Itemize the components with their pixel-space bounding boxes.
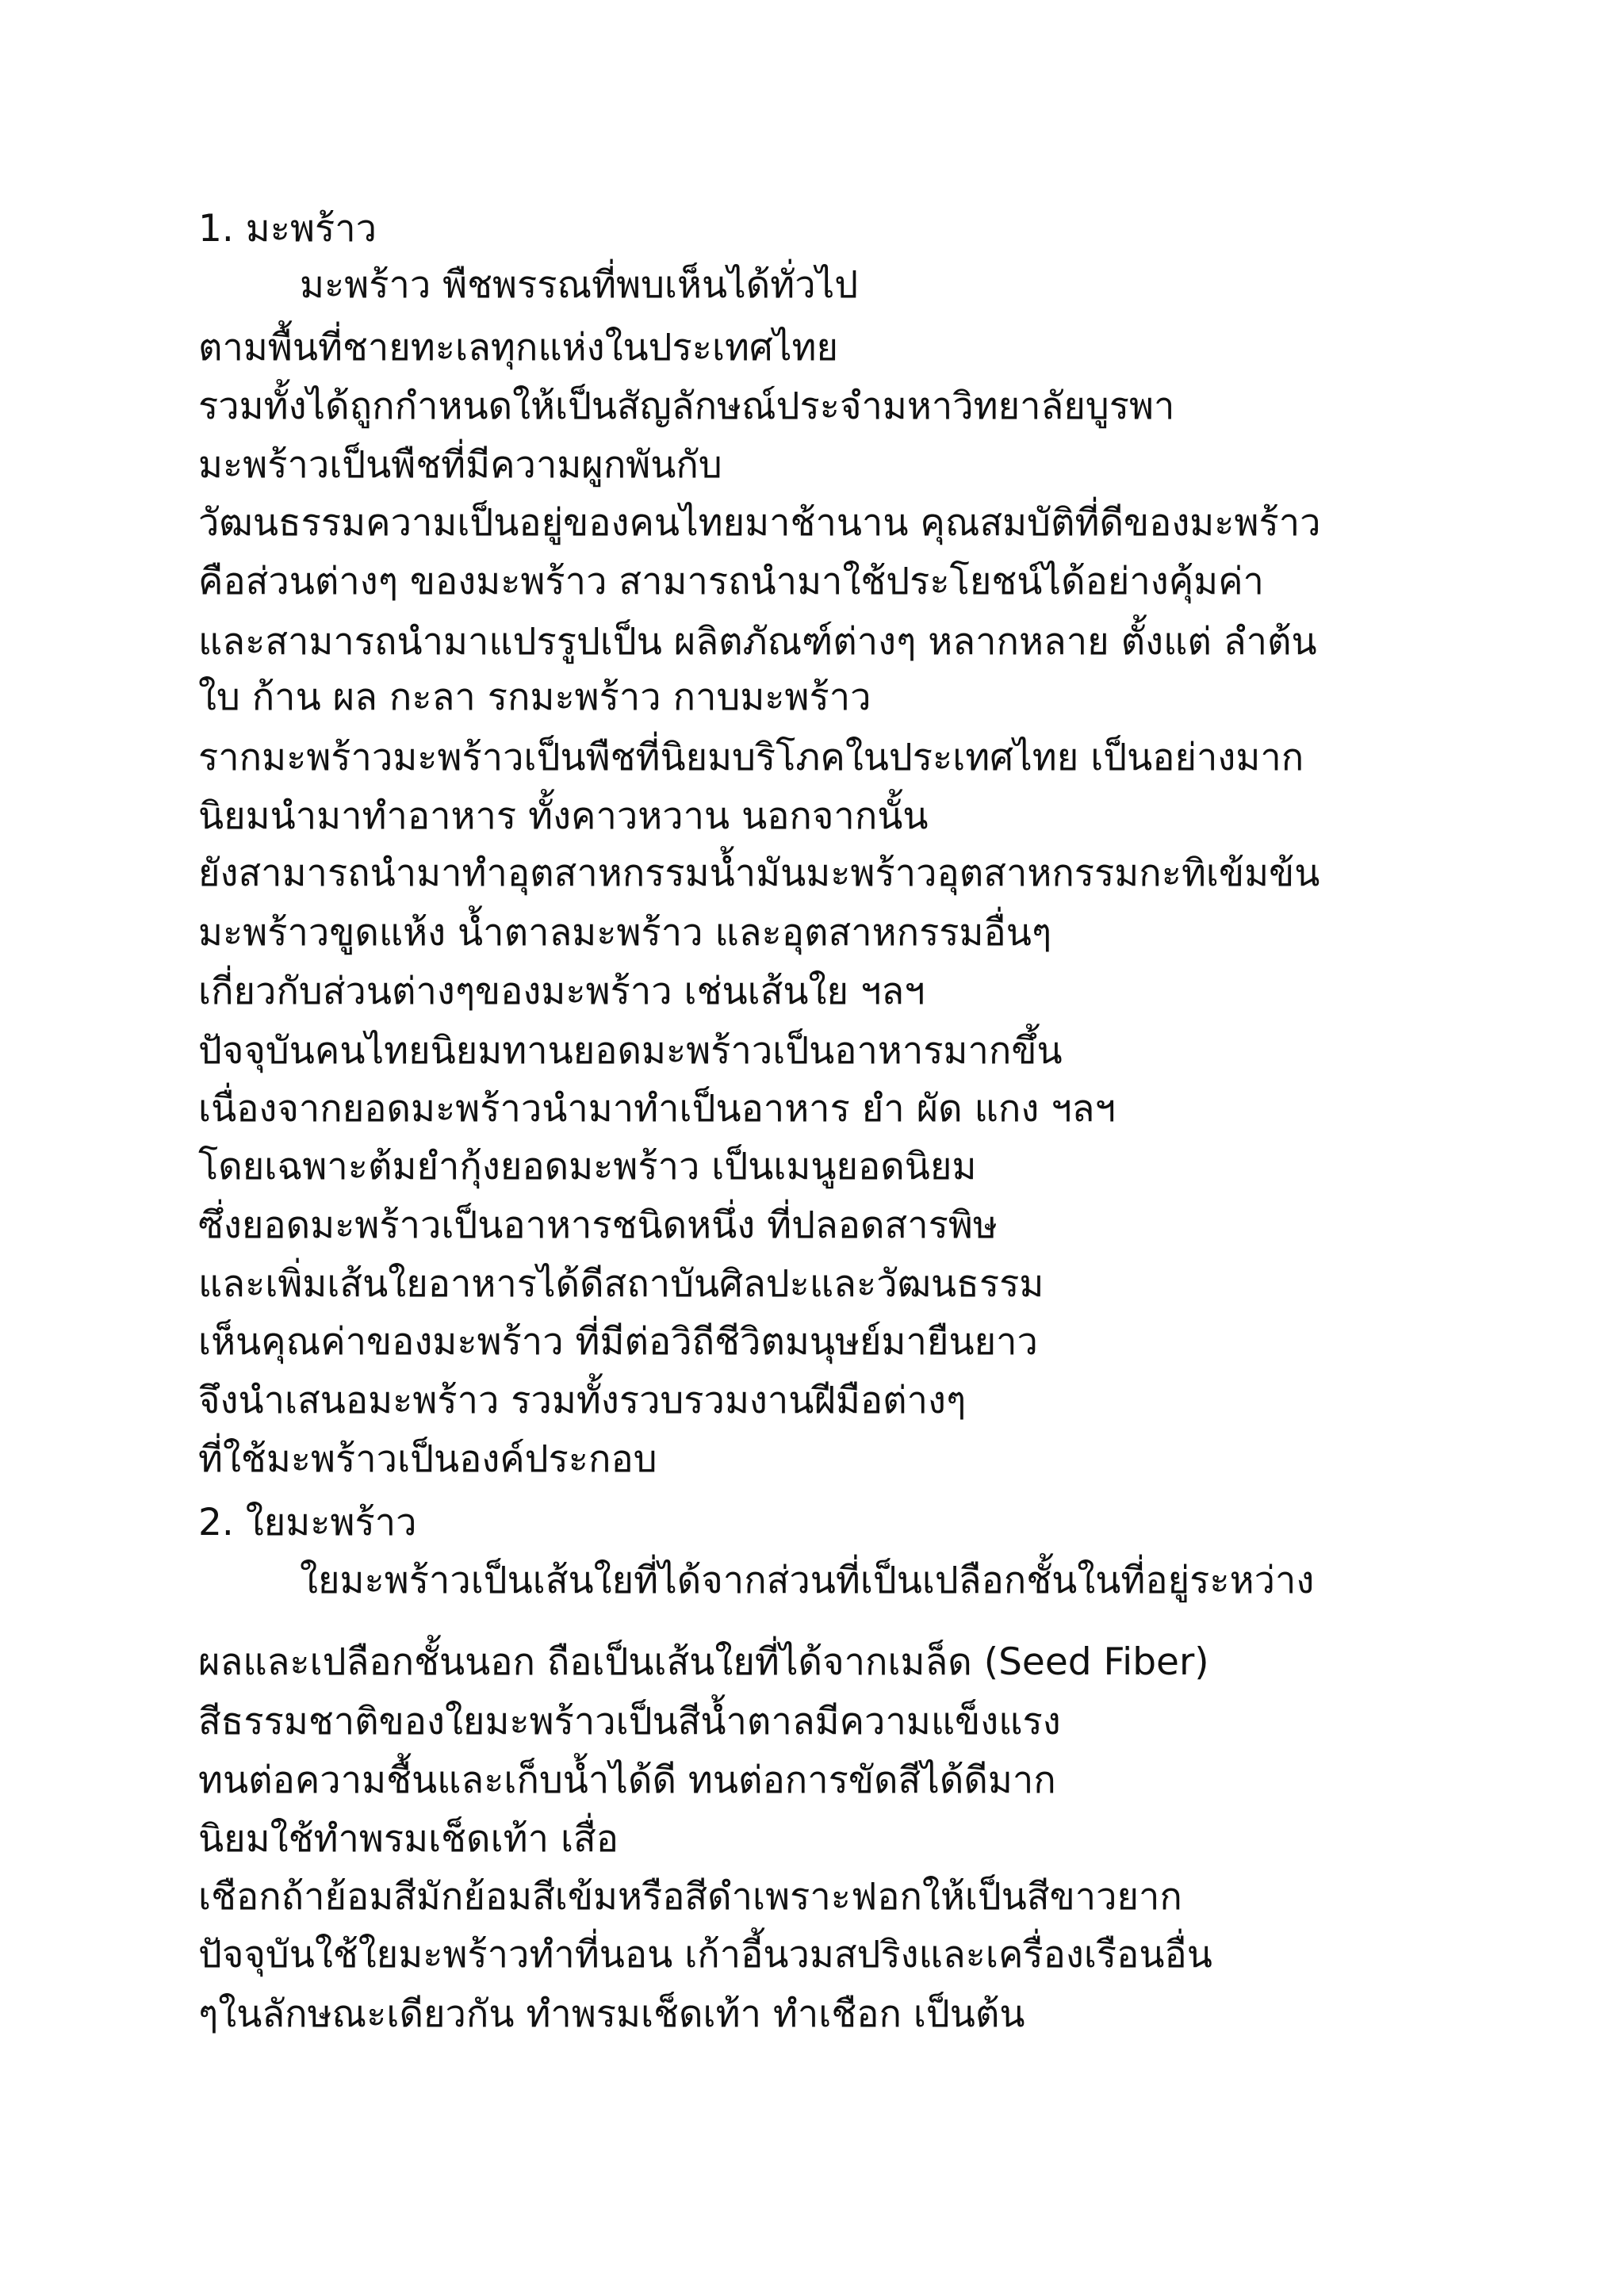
paragraph-line: สีธรรมชาติของใยมะพร้าวเป็นสีน้ำตาลมีความแข็งแรง [198, 1700, 1061, 1743]
section-1-heading: 1. มะพร้าว [198, 207, 377, 251]
paragraph-line: นิยมนำมาทำอาหาร ทั้งคาวหวาน นอกจากนั้น [198, 794, 929, 838]
paragraph-line: ปัจจุบันคนไทยนิยมทานยอดมะพร้าวเป็นอาหารมากขึ้น [198, 1029, 1063, 1073]
paragraph-line: จึงนำเสนอมะพร้าว รวมทั้งรวบรวมงานฝีมือต่างๆ [198, 1379, 967, 1422]
paragraph-line: เนื่องจากยอดมะพร้าวนำมาทำเป็นอาหาร ยำ ผัด แกง ฯลฯ [198, 1087, 1116, 1131]
paragraph-line: และสามารถนำมาแปรรูปเป็น ผลิตภัณฑ์ต่างๆ หลากหลาย ตั้งแต่ ลำต้น [198, 620, 1317, 664]
paragraph-line: ผลและเปลือกชั้นนอก ถือเป็นเส้นใยที่ได้จากเมล็ด (Seed Fiber) [198, 1640, 1209, 1684]
paragraph-line: ๆในลักษณะเดียวกัน ทำพรมเช็ดเท้า ทำเชือก เป็นต้น [198, 1992, 1025, 2036]
paragraph-line: รวมทั้งได้ถูกกำหนดให้เป็นสัญลักษณ์ประจำมหาวิทยาลัยบูรพา [198, 385, 1175, 428]
paragraph-line: เกี่ยวกับส่วนต่างๆของมะพร้าว เช่นเส้นใย ฯลฯ [198, 970, 925, 1013]
paragraph-line: เห็นคุณค่าของมะพร้าว ที่มีต่อวิถีชีวิตมนุษย์มายืนยาว [198, 1320, 1038, 1364]
paragraph-line: ใยมะพร้าวเป็นเส้นใยที่ได้จากส่วนที่เป็นเปลือกชั้นในที่อยู่ระหว่าง [300, 1559, 1315, 1602]
paragraph-line: นิยมใช้ทำพรมเช็ดเท้า เสื่อ [198, 1817, 619, 1861]
paragraph-line: รากมะพร้าวมะพร้าวเป็นพืชที่นิยมบริโภคในประเทศไทย เป็นอย่างมาก [198, 736, 1304, 779]
paragraph-line: ใบ ก้าน ผล กะลา รกมะพร้าว กาบมะพร้าว [198, 675, 871, 719]
section-2-heading: 2. ใยมะพร้าว [198, 1501, 417, 1544]
paragraph-line: คือส่วนต่างๆ ของมะพร้าว สามารถนำมาใช้ประโยชน์ได้อย่างคุ้มค่า [198, 560, 1264, 603]
paragraph-line: และเพิ่มเส้นใยอาหารได้ดีสถาบันศิลปะและวัฒนธรรม [198, 1262, 1044, 1306]
paragraph-line: ทนต่อความชื้นและเก็บน้ำได้ดี ทนต่อการขัดสีได้ดีมาก [198, 1758, 1056, 1802]
paragraph-line: ตามพื้นที่ชายทะเลทุกแห่งในประเทศไทย [198, 326, 839, 369]
paragraph-line: โดยเฉพาะต้มยำกุ้งยอดมะพร้าว เป็นเมนูยอดนิยม [198, 1145, 977, 1188]
paragraph-line: ซึ่งยอดมะพร้าวเป็นอาหารชนิดหนึ่ง ที่ปลอดสารพิษ [198, 1203, 998, 1247]
paragraph-line: มะพร้าว พืชพรรณที่พบเห็นได้ทั่วไป [300, 263, 859, 307]
paragraph-line: มะพร้าวขูดแห้ง น้ำตาลมะพร้าว และอุตสาหกรรมอื่นๆ [198, 911, 1052, 955]
paragraph-line: เชือกถ้าย้อมสีมักย้อมสีเข้มหรือสีดำเพราะฟอกให้เป็นสีขาวยาก [198, 1875, 1182, 1919]
paragraph-line: วัฒนธรรมความเป็นอยู่ของคนไทยมาช้านาน คุณสมบัติที่ดีของมะพร้าว [198, 501, 1321, 545]
paragraph-line: ปัจจุบันใช้ใยมะพร้าวทำที่นอน เก้าอี้นวมสปริงและเครื่องเรือนอื่น [198, 1933, 1212, 1976]
paragraph-line: มะพร้าวเป็นพืชที่มีความผูกพันกับ [198, 443, 722, 487]
paragraph-line: ยังสามารถนำมาทำอุตสาหกรรมน้ำมันมะพร้าวอุตสาหกรรมกะทิเข้มข้น [198, 851, 1320, 895]
paragraph-line: ที่ใช้มะพร้าวเป็นองค์ประกอบ [198, 1437, 657, 1481]
